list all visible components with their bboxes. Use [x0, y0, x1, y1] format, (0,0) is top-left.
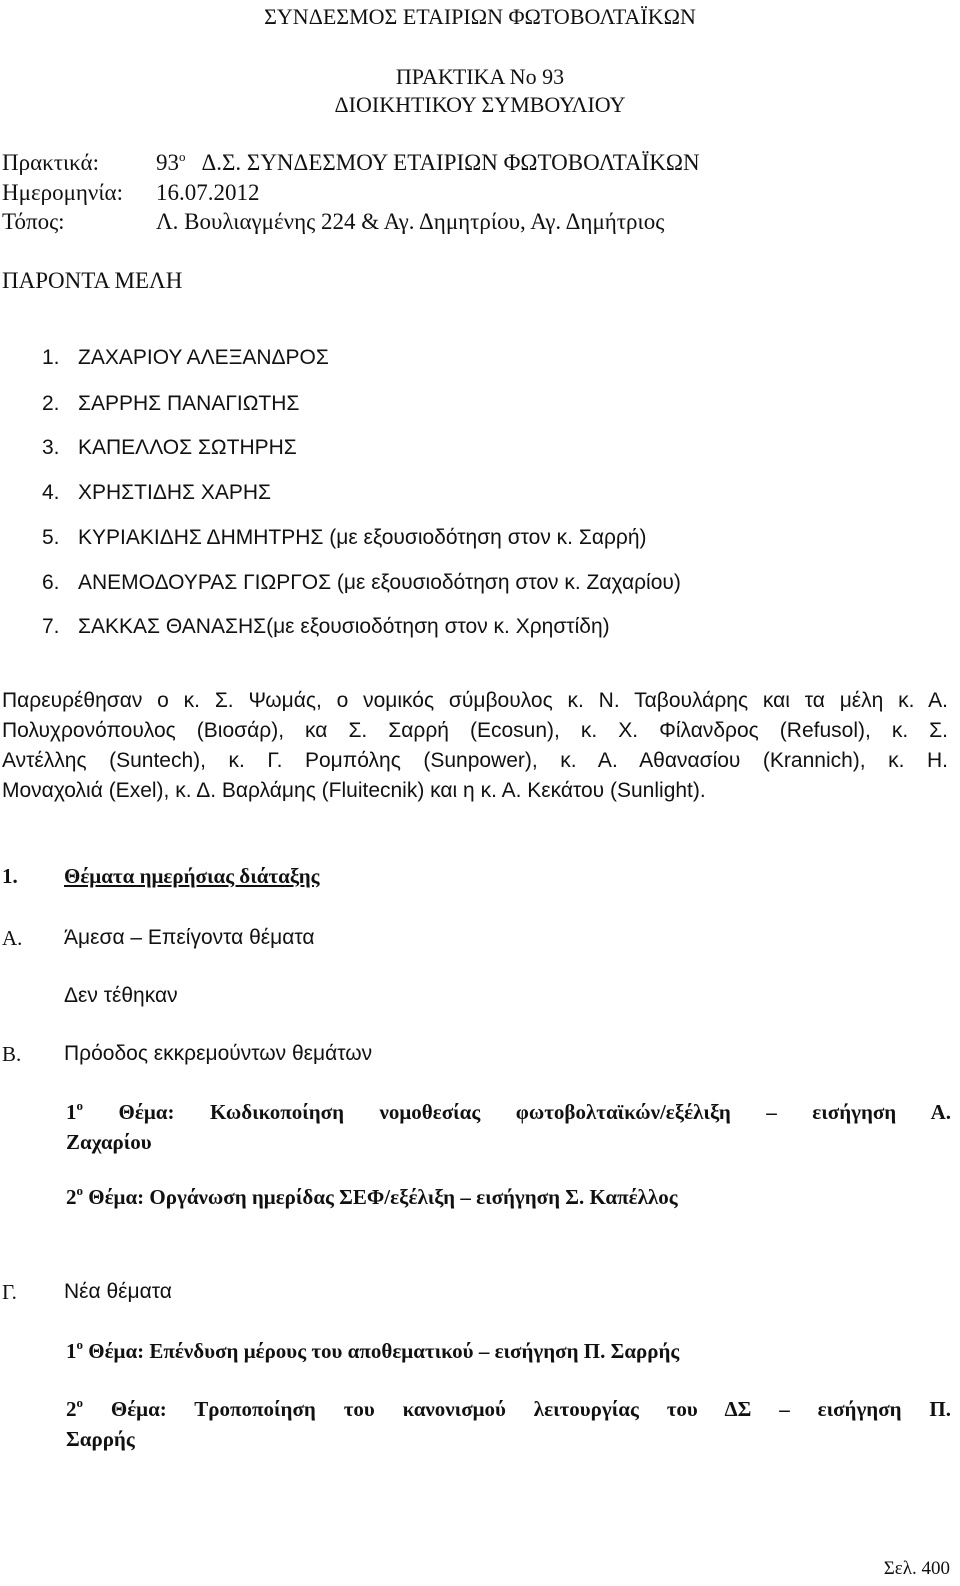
- minutes-number-sup: ο: [179, 149, 186, 164]
- item-number-sup: ο: [76, 1395, 83, 1410]
- item-text: Θέμα: Τροποποίηση του κανονισμού λειτουργίας του ΔΣ – εισήγηση Π.: [110, 1397, 951, 1421]
- item-number: 1: [66, 1100, 77, 1124]
- section-b-item2: [66, 1185, 678, 1210]
- item-number-sup: ο: [76, 1183, 83, 1198]
- minutes-value: [156, 150, 700, 176]
- section-b-letter: Β.: [2, 1042, 22, 1066]
- attendees-line: Πολυχρονόπουλος (Βιοσάρ), κα Σ. Σαρρή (Ecosun), κ. Χ. Φίλανδρος (Refusol), κ. Σ.: [2, 719, 948, 742]
- attendees-line: Μοναχολιά (Exel), κ. Δ. Βαρλάμης (Fluitecnik) και η κ. Α. Κεκάτου (Sunlight).: [2, 779, 706, 802]
- board-title: ΔΙΟΙΚΗΤΙΚΟΥ ΣΥΜΒΟΥΛΙΟΥ: [334, 92, 626, 117]
- item-text: Θέμα: Κωδικοποίηση νομοθεσίας φωτοβολταϊκών/εξέλιξη – εισήγηση Α.: [118, 1100, 951, 1124]
- item-number-sup: ο: [76, 1098, 83, 1113]
- agenda-number: 1.: [2, 864, 18, 888]
- section-c-item2-line2: Σαρρής: [66, 1427, 135, 1451]
- item-number: 2: [66, 1397, 77, 1421]
- member-number: 7.: [42, 615, 60, 638]
- section-c-letter: Γ.: [2, 1280, 17, 1304]
- date-label: Ημερομηνία:: [2, 180, 123, 205]
- section-b-item1-line1: [66, 1100, 951, 1125]
- section-a-title: Άμεσα – Επείγοντα θέματα: [64, 926, 315, 949]
- member-number: 3.: [42, 436, 60, 459]
- place-label: Τόπος:: [2, 209, 65, 234]
- section-a-note: Δεν τέθηκαν: [64, 984, 178, 1007]
- attendees-line: Παρευρέθησαν ο κ. Σ. Ψωμάς, ο νομικός σύμβουλος κ. Ν. Ταβουλάρης και τα μέλη κ. Α.: [2, 689, 948, 712]
- item-text: Θέμα: Οργάνωση ημερίδας ΣΕΦ/εξέλιξη – εισήγηση Σ. Καπέλλος: [88, 1185, 678, 1209]
- item-number: 1: [66, 1339, 77, 1363]
- section-c-item1: [66, 1339, 679, 1364]
- section-b-item1-line2: Ζαχαρίου: [66, 1130, 152, 1154]
- item-number: 2: [66, 1185, 77, 1209]
- member-name: ΣΑΚΚΑΣ ΘΑΝΑΣΗΣ(με εξουσιοδότηση στον κ. Χρηστίδη): [78, 615, 610, 638]
- section-a-letter: Α.: [2, 926, 23, 950]
- minutes-description: Δ.Σ. ΣΥΝΔΕΣΜΟΥ ΕΤΑΙΡΙΩΝ ΦΩΤΟΒΟΛΤΑΪΚΩΝ: [201, 150, 700, 175]
- member-name: ΚΥΡΙΑΚΙΔΗΣ ΔΗΜΗΤΡΗΣ (με εξουσιοδότηση στον κ. Σαρρή): [78, 526, 647, 549]
- agenda-title: Θέματα ημερήσιας διάταξης: [64, 864, 320, 888]
- member-name: ΑΝΕΜΟΔΟΥΡΑΣ ΓΙΩΡΓΟΣ (με εξουσιοδότηση στον κ. Ζαχαρίου): [78, 571, 681, 594]
- item-text: Θέμα: Επένδυση μέρους του αποθεματικού – εισήγηση Π. Σαρρής: [88, 1339, 680, 1363]
- attendees-line: Αντέλλης (Suntech), κ. Γ. Ρομπόλης (Sunpower), κ. Α. Αθανασίου (Krannich), κ. Η.: [2, 749, 948, 772]
- section-c-title: Νέα θέματα: [64, 1280, 172, 1303]
- section-b-title: Πρόοδος εκκρεμούντων θεμάτων: [64, 1042, 373, 1065]
- place-value: Λ. Βουλιαγμένης 224 & Αγ. Δημητρίου, Αγ. Δημήτριος: [156, 209, 665, 234]
- page-number: Σελ. 400: [883, 1558, 950, 1579]
- member-name: ΚΑΠΕΛΛΟΣ ΣΩΤΗΡΗΣ: [78, 436, 297, 459]
- member-name: ΣΑΡΡΗΣ ΠΑΝΑΓΙΩΤΗΣ: [78, 392, 300, 415]
- members-heading: ΠΑΡΟΝΤΑ ΜΕΛΗ: [2, 268, 183, 293]
- member-number: 1.: [42, 346, 60, 369]
- date-value: 16.07.2012: [156, 180, 260, 205]
- member-number: 4.: [42, 481, 60, 504]
- org-title: ΣΥΝΔΕΣΜΟΣ ΕΤΑΙΡΙΩΝ ΦΩΤΟΒΟΛΤΑΪΚΩΝ: [264, 4, 696, 29]
- section-c-item2-line1: [66, 1397, 951, 1422]
- member-name: ΖΑΧΑΡΙΟΥ ΑΛΕΞΑΝΔΡΟΣ: [78, 346, 329, 369]
- minutes-number: 93: [156, 150, 179, 175]
- member-number: 6.: [42, 571, 60, 594]
- minutes-label: Πρακτικά:: [2, 150, 99, 175]
- minutes-title: ΠΡΑΚΤΙΚΑ Νο 93: [395, 64, 565, 89]
- member-name: ΧΡΗΣΤΙΔΗΣ ΧΑΡΗΣ: [78, 481, 271, 504]
- member-number: 5.: [42, 526, 60, 549]
- item-number-sup: ο: [76, 1337, 83, 1352]
- member-number: 2.: [42, 392, 60, 415]
